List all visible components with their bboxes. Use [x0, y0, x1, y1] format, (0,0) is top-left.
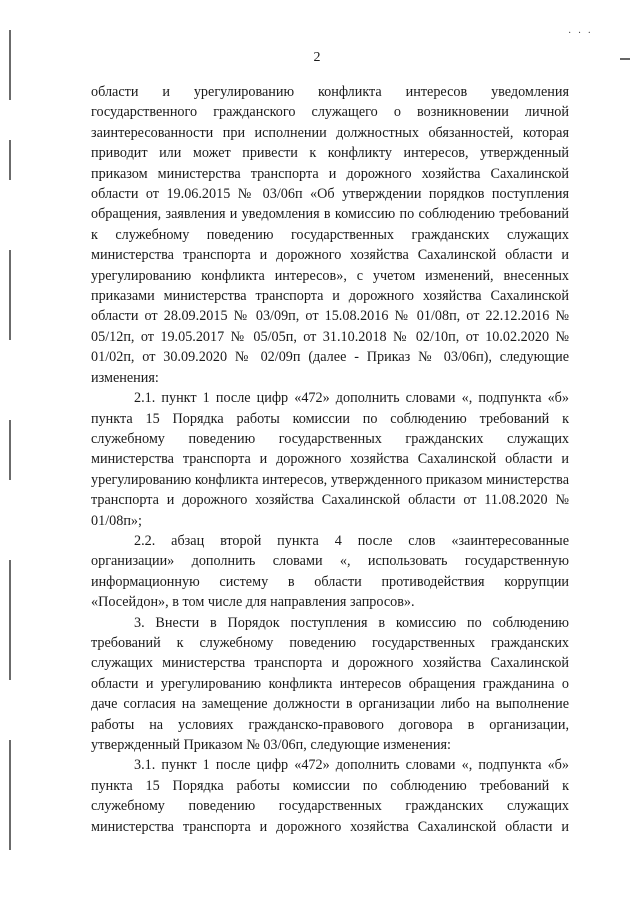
paragraph-intro: области и урегулированию конфликта интересов уведомления государственного гражданского служащего о возникновении личной заинтересованности при исполнении должностных обязанностей, которая приводит или может привести к конфликту интересов, утвержденный приказом министерства транспорта и дорожного хозяйства Сахалинской области от 19.06.2015 № 03/06п «Об утверждении порядков поступления обращения, заявления и уведомления в комиссию по соблюдению требований к служебному поведению государственных гражданских служащих министерства транспорта и дорожного хозяйства Сахалинской области и урегулированию конфликта интересов», с учетом изменений, внесенных приказами министерства транспорта и дорожного хозяйства Сахалинской области от 28.09.2015 № 03/09п, от 15.08.2016 № 01/08п, от 22.12.2016 № 05/12п, от 19.05.2017 № 05/05п, от 31.10.2018 № 02/10п, от 10.02.2020 № 01/02п, от 30.09.2020 № 02/09п (далее - Приказ № 03/06п), следующие изменения:: [91, 84, 569, 386]
scan-margin-mark: [9, 250, 11, 340]
paragraph-3: 3. Внести в Порядок поступления в комиссию по соблюдению требований к служебному поведению государственных гражданских служащих министерства транспорта и дорожного хозяйства Сахалинской области и урегулированию конфликта интересов обращения гражданина о даче согласия на замещение должности в организации либо на выполнение работы на условиях гражданско-правового договора в организации, утвержденный Приказом № 03/06п, следующие изменения:: [91, 614, 569, 753]
scan-margin-mark: [9, 740, 11, 850]
document-body: [91, 82, 569, 837]
paragraph-2-2: 2.2. абзац второй пункта 4 после слов «заинтересованные организации» дополнить словами «, использовать государственную информационную систему в области противодействия коррупции «Посейдон», в том числе для направления запросов».: [91, 532, 569, 611]
scan-margin-mark: [9, 560, 11, 680]
scan-margin-mark: [9, 420, 11, 480]
scan-margin-mark: [9, 140, 11, 180]
scan-dots: · · ·: [568, 28, 593, 39]
page-number: 2: [313, 50, 321, 65]
paragraph-3-1: 3.1. пункт 1 после цифр «472» дополнить словами «, подпункта «б» пункта 15 Порядка работы комиссии по соблюдению требований к служебному поведению государственных гражданских служащих министерства транспорта и дорожного хозяйства Сахалинской области и: [91, 757, 569, 835]
paragraph-2-1: 2.1. пункт 1 после цифр «472» дополнить словами «, подпункта «б» пункта 15 Порядка работы комиссии по соблюдению требований к служебному поведению государственных гражданских служащих министерства транспорта и дорожного хозяйства Сахалинской области и урегулированию конфликта интересов, утвержденного приказом министерства транспорта и дорожного хозяйства Сахалинской области от 11.08.2020 № 01/08п»;: [91, 390, 569, 529]
